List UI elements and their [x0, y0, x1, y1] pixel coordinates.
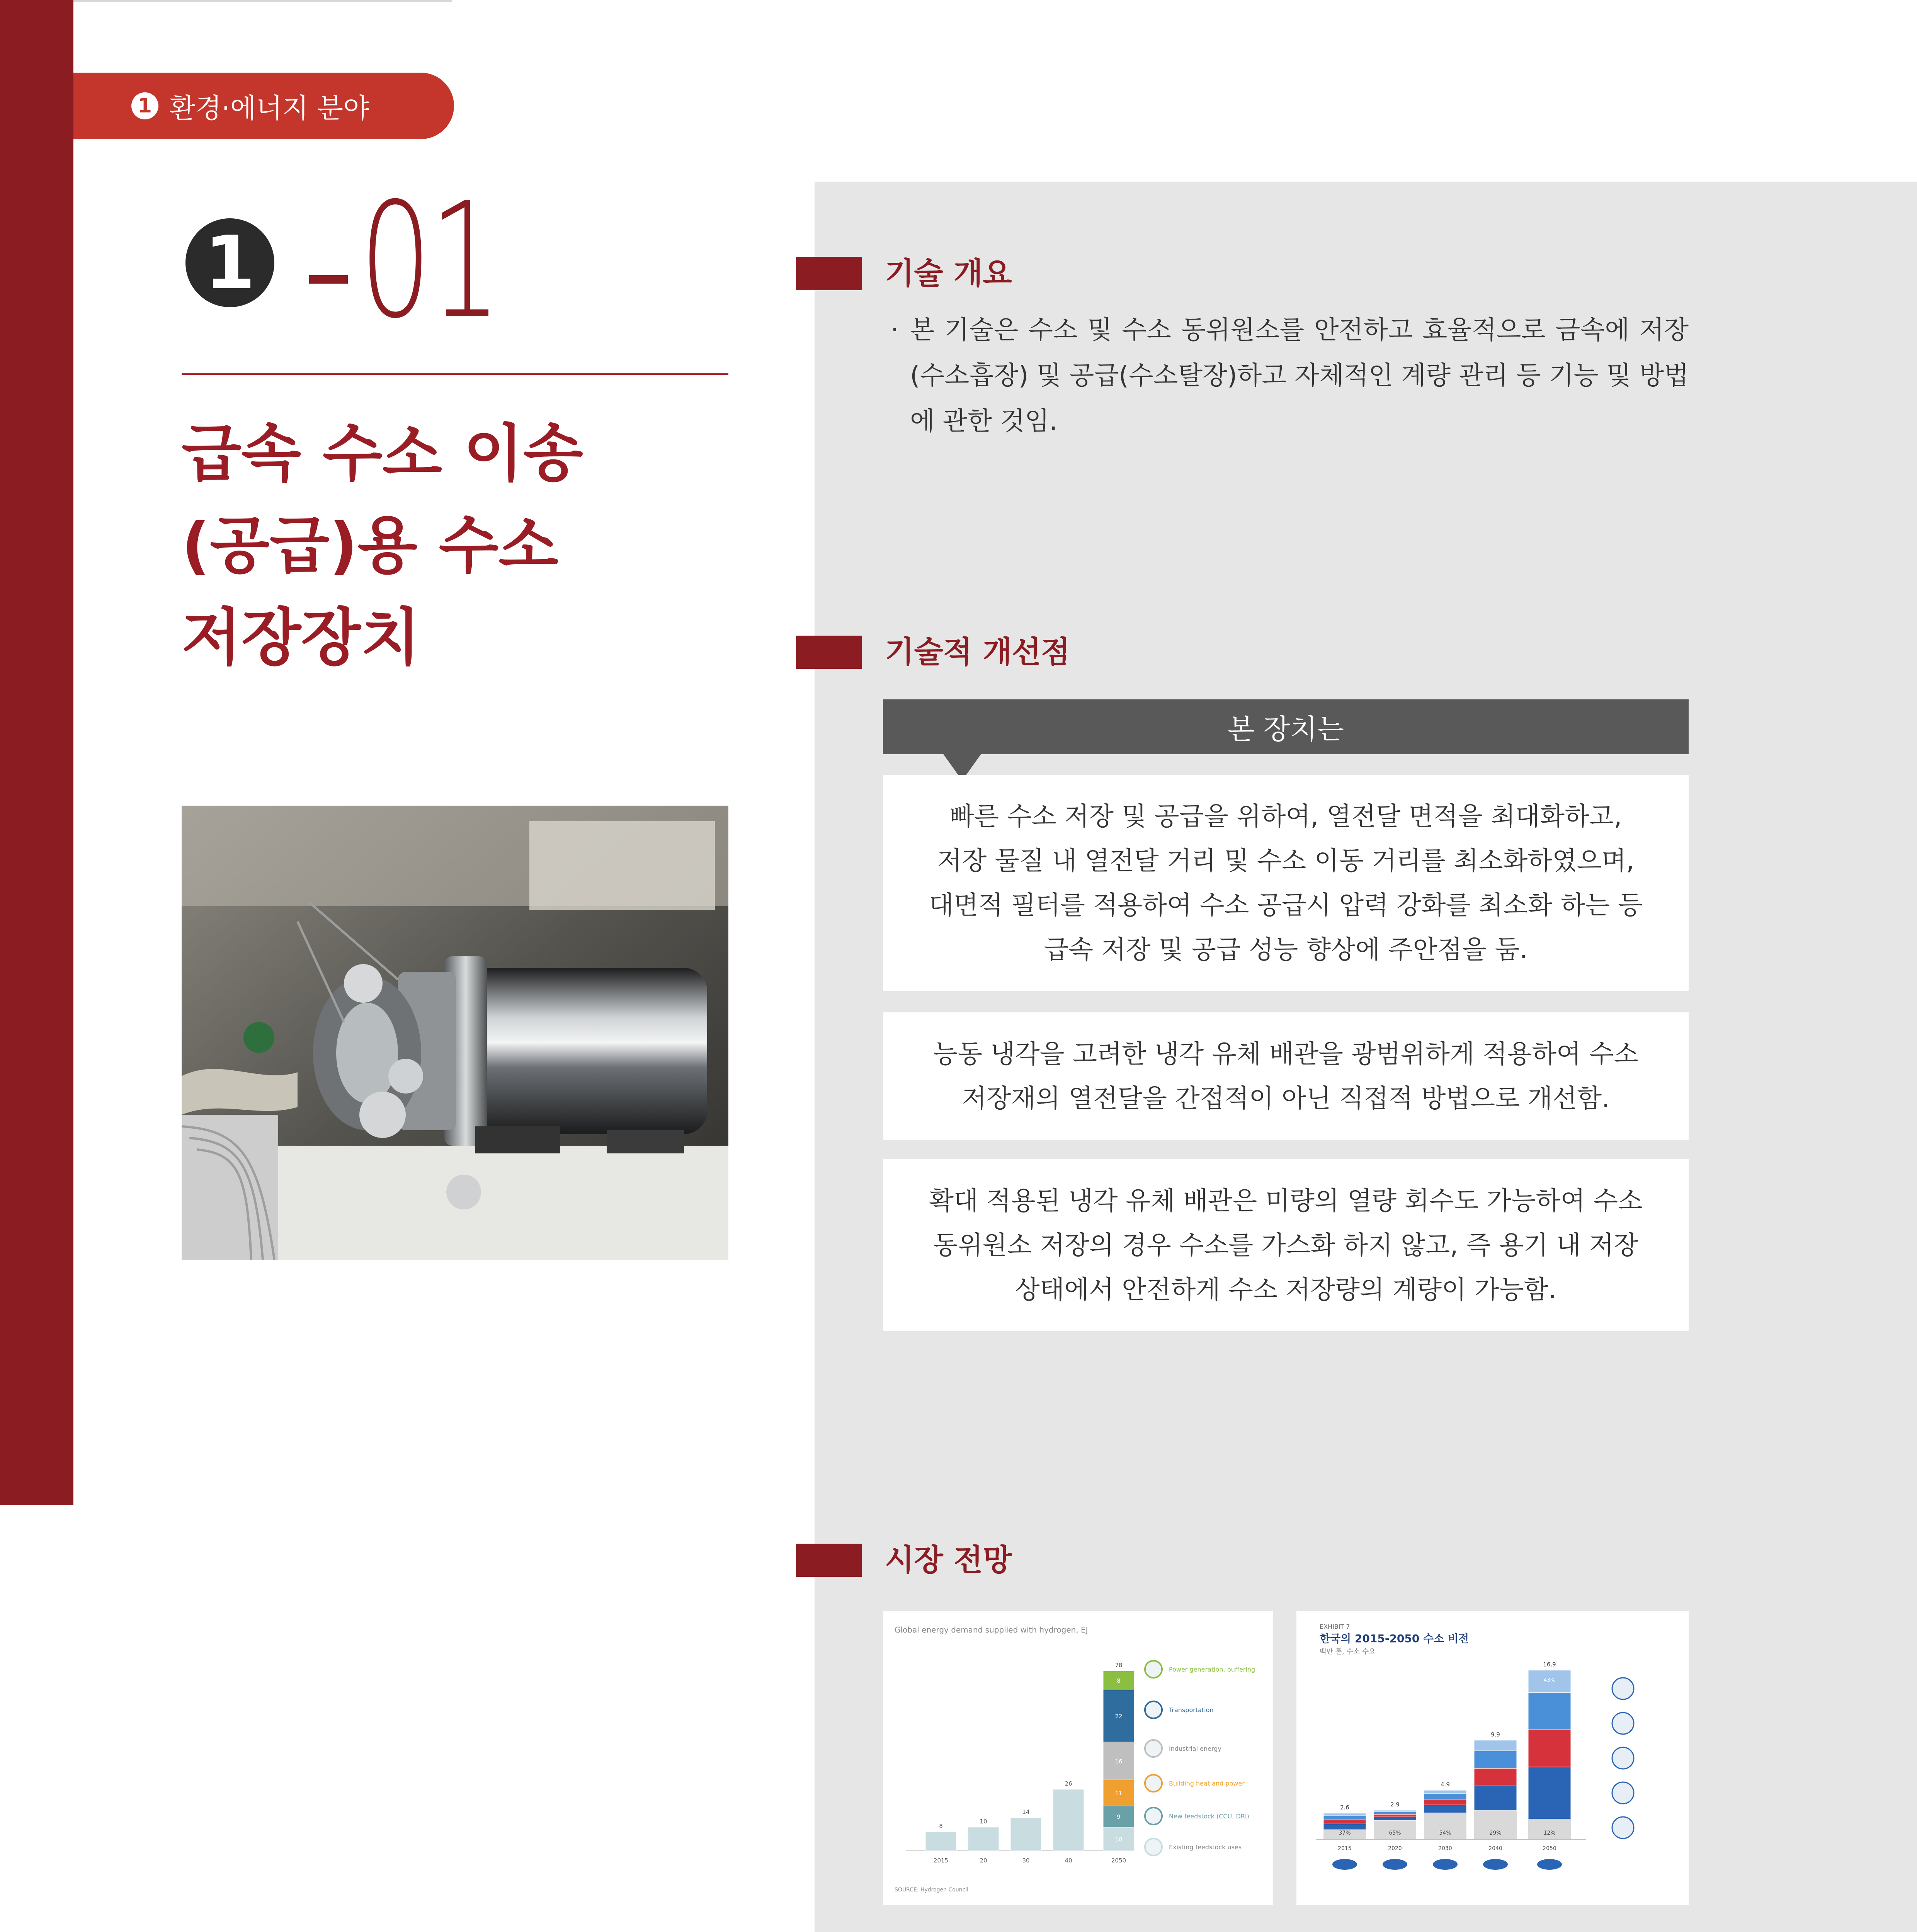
- chart2-bar-segment: [1374, 1814, 1416, 1817]
- chart1-total-label: 26: [1065, 1780, 1072, 1787]
- title-line: 저장장치: [182, 601, 421, 673]
- improvement-box: [883, 775, 1689, 991]
- chart2-share-label: 54%: [1439, 1830, 1451, 1836]
- title-line: 급속 수소 이송: [182, 417, 583, 490]
- chart1-source: SOURCE: Hydrogen Council: [895, 1887, 969, 1893]
- chart1-legend-icon: [1145, 1838, 1162, 1855]
- chart1-segment-label: 22: [1115, 1713, 1123, 1720]
- chart2-marker: [1383, 1859, 1407, 1870]
- chart1-legend-label: Transportation: [1169, 1706, 1214, 1714]
- chart2-bar-segment: [1474, 1786, 1517, 1811]
- overview-heading-bar: [796, 257, 862, 290]
- improvement-line: 저장재의 열전달을 간접적이 아닌 직접적 방법으로 개선함.: [962, 1083, 1610, 1113]
- improvement-line: 확대 적용된 냉각 유체 배관은 미량의 열량 회수도 가능하여 수소: [929, 1186, 1643, 1216]
- category-tab: [73, 73, 454, 139]
- chart2-share-label: 65%: [1389, 1830, 1401, 1836]
- chart1-segment-label: 10: [1115, 1836, 1123, 1843]
- korea-hydrogen-chart: [1296, 1611, 1689, 1905]
- overview-text: 본 기술은 수소 및 수소 동위원소를 안전하고 효율적으로 금속에 저장(수소흡장) 및 공급(수소탈장)하고 자체적인 계량 관리 등 기능 및 방법에 관한 것임.: [910, 315, 1689, 436]
- chart2-bar-segment: [1474, 1751, 1517, 1768]
- chart1-legend-label: Building heat and power: [1169, 1780, 1245, 1787]
- chart1-title: Global energy demand supplied with hydrogen, EJ: [895, 1625, 1088, 1634]
- chart1-legend-label: Industrial energy: [1169, 1745, 1221, 1752]
- chart2-legend-icon: [1612, 1747, 1634, 1769]
- overview-heading: 기술 개요: [885, 256, 1012, 291]
- market-text: [910, 1930, 1689, 1932]
- chart1-legend-label: Existing feedstock uses: [1169, 1844, 1242, 1851]
- chart1-bar-segment: [1053, 1789, 1084, 1851]
- chart2-total-label: 2.9: [1390, 1801, 1400, 1808]
- chart2-bar-segment: [1474, 1740, 1517, 1751]
- chart2-exhibit: EXHIBIT 7: [1320, 1623, 1350, 1630]
- category-number: 1: [131, 92, 158, 119]
- inventor-label: [182, 1930, 266, 1932]
- chart2-tick-label: 2030: [1438, 1845, 1452, 1852]
- market-bullet: [891, 1930, 899, 1932]
- chart2-total-label: 9.9: [1491, 1731, 1500, 1738]
- chart1-legend-label: Power generation, buffering: [1169, 1666, 1255, 1673]
- korea-hydrogen-chart-svg: [1296, 1611, 1689, 1905]
- device-photo: [182, 806, 728, 1260]
- category-label: 환경·에너지 분야: [169, 92, 369, 124]
- chart2-bar-segment: [1323, 1816, 1366, 1820]
- chart2-legend-icon: [1612, 1817, 1634, 1838]
- chart2-bar-segment: [1374, 1812, 1416, 1815]
- improvement-line: 동위원소 저장의 경우 수소를 가스화 하지 않고, 즉 용기 내 저장: [933, 1230, 1638, 1260]
- chart1-bar-segment: [968, 1827, 999, 1851]
- chart1-bar-segment: [1010, 1818, 1041, 1851]
- chart1-total-label: 14: [1022, 1808, 1030, 1816]
- market-heading-bar: [796, 1544, 862, 1577]
- improvement-line: 급속 저장 및 공급 성능 향상에 주안점을 둠.: [1044, 935, 1528, 964]
- chart2-tick-label: 2020: [1388, 1845, 1402, 1852]
- chart1-legend-icon: [1145, 1701, 1162, 1718]
- chart2-title: 한국의 2015-2050 수소 비전: [1320, 1632, 1469, 1645]
- chart2-bar-segment: [1374, 1810, 1416, 1812]
- improvement-box: [883, 1159, 1689, 1331]
- chart2-bar-segment: [1323, 1820, 1366, 1824]
- chart1-total-label: 8: [939, 1823, 943, 1830]
- improvements-heading-bar: [796, 636, 862, 669]
- chart2-share-label: 37%: [1339, 1830, 1351, 1836]
- chart2-tick-label: 2015: [1338, 1845, 1352, 1852]
- title-rule: [182, 373, 728, 375]
- global-hydrogen-chart: [883, 1611, 1273, 1905]
- chart2-total-label: 2.6: [1340, 1804, 1349, 1811]
- improvements-heading: 기술적 개선점: [885, 635, 1070, 670]
- improvement-line: 상태에서 안전하게 수소 저장량의 계량이 가능함.: [1015, 1275, 1556, 1304]
- chart2-total-label: 16.9: [1543, 1661, 1556, 1668]
- market-heading: 시장 전망: [885, 1543, 1012, 1578]
- chart1-segment-label: 8: [1117, 1677, 1121, 1684]
- improvement-line: 능동 냉각을 고려한 냉각 유체 배관을 광범위하게 적용하여 수소: [933, 1039, 1639, 1069]
- chart1-legend-icon: [1145, 1775, 1162, 1792]
- chart2-bar-segment: [1528, 1730, 1571, 1767]
- chart2-bar-segment: [1528, 1819, 1571, 1839]
- chart1-legend-icon: [1145, 1740, 1162, 1757]
- chart2-legend-icon: [1612, 1678, 1634, 1699]
- chart1-total-label: 10: [980, 1818, 987, 1825]
- chart1-legend-icon: [1145, 1808, 1162, 1825]
- improvement-line: 대면적 필터를 적용하여 수소 공급시 압력 강화를 최소화 하는 등: [929, 890, 1643, 920]
- chart2-bar-segment: [1374, 1817, 1416, 1820]
- global-hydrogen-chart-svg: [883, 1611, 1273, 1905]
- chart1-bar-segment: [925, 1832, 956, 1851]
- overview-bullet: ·: [891, 315, 899, 345]
- chart2-total-label: 4.9: [1441, 1781, 1450, 1788]
- chart2-bar-segment: [1474, 1769, 1517, 1786]
- chart2-marker: [1537, 1859, 1562, 1870]
- chart1-tick-label: 2015: [933, 1857, 949, 1864]
- chart1-segment-label: 11: [1115, 1789, 1123, 1797]
- chart1-legend-icon: [1145, 1661, 1162, 1678]
- chart2-share-label: 29%: [1489, 1830, 1502, 1836]
- chart2-bar-segment: [1424, 1790, 1466, 1794]
- chart1-tick-label: 30: [1022, 1857, 1030, 1864]
- chart2-marker: [1483, 1859, 1508, 1870]
- chart2-tick-label: 2050: [1543, 1845, 1556, 1852]
- chart1-tick-label: 2050: [1111, 1857, 1126, 1864]
- improvements-intro: 본 장치는: [883, 699, 1689, 754]
- chart2-marker: [1433, 1859, 1458, 1870]
- chart2-bar-segment: [1323, 1824, 1366, 1830]
- chart2-bar-segment: [1323, 1813, 1366, 1816]
- chart2-tick-label: 2040: [1488, 1845, 1502, 1852]
- improvement-line: 빠른 수소 저장 및 공급을 위하여, 열전달 면적을 최대화하고,: [949, 801, 1622, 831]
- chart1-segment-label: 9: [1117, 1813, 1121, 1821]
- chart2-legend-icon: [1612, 1713, 1634, 1734]
- item-number: 01: [359, 168, 499, 353]
- title-line: (공급)용 수소: [182, 509, 558, 582]
- inventor-name: [290, 1930, 359, 1932]
- chart2-share-label: 12%: [1543, 1830, 1556, 1836]
- chart2-bar-segment: [1528, 1692, 1571, 1730]
- chart2-bar-segment: [1424, 1794, 1466, 1799]
- top-divider: [73, 0, 452, 2]
- chart1-tick-label: 20: [980, 1857, 987, 1864]
- chart1-tick-label: 40: [1065, 1857, 1072, 1864]
- improvement-box: [883, 1012, 1689, 1140]
- chart2-legend-icon: [1612, 1782, 1634, 1804]
- item-number-dash: [309, 275, 348, 284]
- chart1-segment-label: 16: [1115, 1758, 1123, 1765]
- chart2-subtitle: 백만 톤, 수소 수요: [1320, 1648, 1376, 1656]
- chart2-share-label: 43%: [1543, 1677, 1556, 1684]
- item-number-circle: 1: [185, 218, 274, 307]
- chart1-total-label: 78: [1115, 1662, 1123, 1669]
- left-accent-bar: [0, 0, 73, 1505]
- chart2-bar-segment: [1528, 1767, 1571, 1819]
- page-title: [182, 408, 730, 684]
- chart2-bar-segment: [1424, 1805, 1466, 1813]
- chart2-bar-segment: [1424, 1799, 1466, 1805]
- improvement-line: 저장 물질 내 열전달 거리 및 수소 이동 거리를 최소화하였으며,: [937, 846, 1635, 876]
- chart1-legend-label: New feedstock (CCU, DRI): [1169, 1813, 1249, 1820]
- chart2-marker: [1332, 1859, 1357, 1870]
